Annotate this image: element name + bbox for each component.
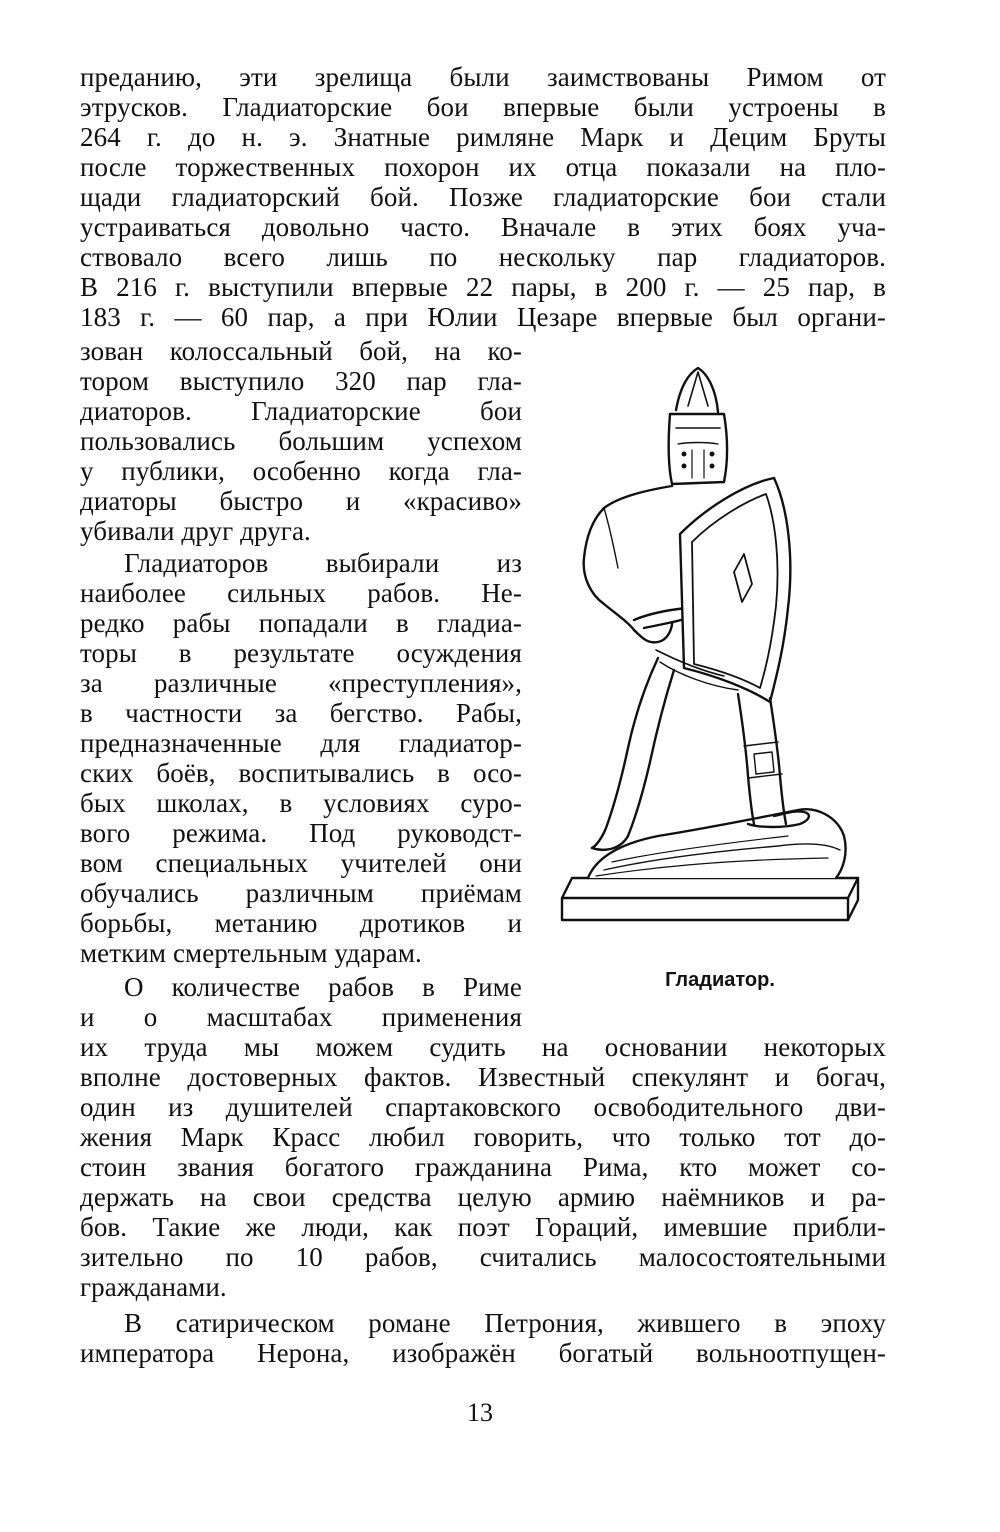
text-line: императора Нерона, изображён богатый вольноотпущен- [80,1338,886,1368]
paragraph-start: Гладиаторов выбирали из [124,548,522,578]
text-line: вого режима. Под руководст- [80,818,522,848]
text-line: их труда мы можем судить на основании некоторых [80,1032,886,1062]
page-number: 13 [467,1398,493,1427]
text-line: устраиваться довольно часто. Вначале в этих боях уча- [80,212,886,242]
paragraph-start: О количестве рабов в Риме [124,972,522,1002]
text-line: торы в результате осуждения [80,638,522,668]
text-line: преданию, эти зрелища были заимствованы Римом от [80,62,886,92]
text-line: в частности за бегство. Рабы, [80,698,522,728]
gladiator-statue-icon [548,358,878,938]
text-line: держать на свои средства целую армию наёмников и ра- [80,1182,886,1212]
text-line: пользовались большим успехом [80,426,522,456]
text-line: ствовало всего лишь по нескольку пар гладиаторов. [80,242,886,272]
text-line: борьбы, метанию дротиков и [80,908,522,938]
text-line: зован колоссальный бой, на ко- [80,336,522,366]
text-line: редко рабы попадали в гладиа- [80,608,522,638]
text-line: гражданами. [80,1272,227,1302]
text-line: вполне достоверных фактов. Известный спекулянт и богач, [80,1062,886,1092]
text-line: тором выступило 320 пар гла- [80,366,522,396]
text-line: В 216 г. выступили впервые 22 пары, в 200 г. — 25 пар, в [80,272,886,302]
text-line: диаторы быстро и «красиво» [80,486,522,516]
text-line: у публики, особенно когда гла- [80,456,522,486]
text-line: и о масштабах применения [80,1002,522,1032]
text-line: за различные «преступления», [80,668,522,698]
text-line: метким смертельным ударам. [80,938,422,968]
text-line: обучались различным приёмам [80,878,522,908]
text-line: вом специальных учителей они [80,848,522,878]
text-line: зительно по 10 рабов, считались малосостоятельными [80,1242,886,1272]
text-line: после торжественных похорон их отца показали на пло- [80,152,886,182]
figure-caption: Гладиатор. [665,969,775,991]
text-line: 183 г. — 60 пар, а при Юлии Цезаре впервые был органи- [80,302,886,332]
text-line: бых школах, в условиях суро- [80,788,522,818]
text-line: жения Марк Красс любил говорить, что только тот до- [80,1122,886,1152]
text-line: убивали друг друга. [80,516,311,546]
text-line: диаторов. Гладиаторские бои [80,396,522,426]
text-line: предназначенные для гладиатор- [80,728,522,758]
text-line: наиболее сильных рабов. Не- [80,578,522,608]
text-line: этрусков. Гладиаторские бои впервые были устроены в [80,92,886,122]
text-line: один из душителей спартаковского освободительного дви- [80,1092,886,1122]
text-line: щади гладиаторский бой. Позже гладиаторские бои стали [80,182,886,212]
text-line: стоин звания богатого гражданина Рима, кто может со- [80,1152,886,1182]
gladiator-statue-figure [548,358,878,938]
text-line: бов. Такие же люди, как поэт Гораций, имевшие прибли- [80,1212,886,1242]
paragraph-start: В сатирическом романе Петрония, жившего в эпоху [124,1308,886,1338]
text-line: 264 г. до н. э. Знатные римляне Марк и Децим Бруты [80,122,886,152]
text-line: ских боёв, воспитывались в осо- [80,758,522,788]
